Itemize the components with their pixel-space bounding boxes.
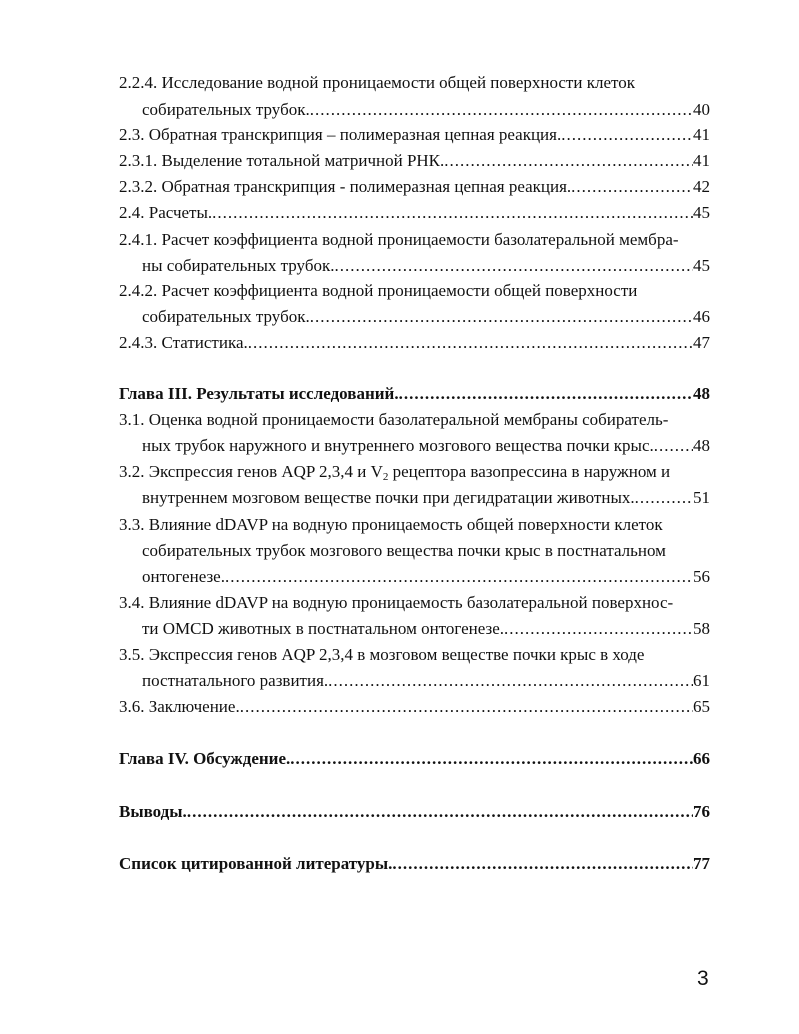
toc-page-number: 46	[693, 307, 710, 326]
toc-leader-line	[119, 694, 710, 720]
toc-entry-2-3-2	[0, 174, 799, 200]
toc-entry-text	[119, 459, 670, 485]
toc-page-number: 47	[693, 333, 710, 352]
toc-entry-2-4-1-continuation	[0, 253, 799, 279]
toc-entry-text: 2.3.1. Выделение тотальной матричной РНК.	[119, 151, 445, 170]
subscript: 2	[382, 471, 389, 483]
toc-entry-text: 3.1. Оценка водной проницаемости базолатеральной мембраны собиратель-	[119, 410, 669, 429]
toc-entry-text: Список цитированной литературы.	[119, 854, 393, 873]
toc-leader-line	[119, 799, 710, 825]
dot-leader	[654, 433, 693, 459]
toc-entry-text-part: 3.2. Экспрессия генов AQP 2,3,4 и V	[119, 462, 383, 481]
toc-entry-3-1	[0, 407, 799, 433]
toc-leader-line	[119, 381, 710, 407]
dot-leader	[444, 148, 693, 174]
toc-entry-2-4-3	[0, 330, 799, 356]
dot-leader	[290, 746, 693, 772]
toc-entry-text: ны собирательных трубок.	[142, 256, 335, 275]
dot-leader	[240, 694, 693, 720]
toc-leader-line	[142, 97, 710, 123]
toc-entry-2-4-1	[0, 227, 799, 253]
toc-page-number: 45	[693, 203, 710, 222]
dot-leader	[187, 799, 693, 825]
toc-leader-line	[119, 148, 710, 174]
toc-page-number: 42	[693, 177, 710, 196]
toc-entry-text: онтогенезе.	[142, 567, 225, 586]
toc-leader-line	[142, 668, 710, 694]
toc-page-number: 58	[693, 619, 710, 638]
toc-entry-text: 2.4.1. Расчет коэффициента водной проницаемости базолатеральной мембра-	[119, 230, 679, 249]
dot-leader	[335, 253, 694, 279]
toc-entry-text: Глава III. Результаты исследований.	[119, 384, 399, 403]
toc-entry-2-3-1	[0, 148, 799, 174]
toc-entry-text: ных трубок наружного и внутреннего мозгового вещества почки крыс.	[142, 436, 654, 455]
toc-entry-3-3-continuation	[0, 538, 799, 564]
toc-entry-text: ти OMCD животных в постнатальном онтогенезе.	[142, 619, 505, 638]
dot-leader	[561, 122, 693, 148]
dot-leader	[399, 381, 693, 407]
toc-page-number: 48	[693, 384, 710, 403]
toc-entry-2-4	[0, 200, 799, 226]
toc-leader-line	[119, 122, 710, 148]
toc-entry-2-3	[0, 122, 799, 148]
toc-entry-text: 2.2.4. Исследование водной проницаемости общей поверхности клеток	[119, 73, 635, 92]
toc-entry-3-1-continuation	[0, 433, 799, 459]
toc-leader-line	[142, 485, 710, 511]
toc-leader-line	[119, 746, 710, 772]
toc-entry-3-2-continuation	[0, 485, 799, 511]
dot-leader	[212, 200, 693, 226]
toc-entry-text: 3.4. Влияние dDAVP на водную проницаемость базолатеральной поверхнос-	[119, 593, 674, 612]
toc-entry-3-3	[0, 512, 799, 538]
dot-leader	[504, 616, 693, 642]
toc-chapter-4	[0, 746, 799, 772]
toc-entry-3-4-continuation	[0, 616, 799, 642]
toc-entry-text: 2.3. Обратная транскрипция – полимеразная цепная реакция.	[119, 125, 562, 144]
dot-leader	[328, 668, 693, 694]
dot-leader	[310, 304, 693, 330]
toc-page-number: 40	[693, 100, 710, 119]
toc-entry-text: 2.3.2. Обратная транскрипция - полимеразная цепная реакция.	[119, 177, 572, 196]
toc-page-number: 41	[693, 125, 710, 144]
toc-entry-2-2-4	[0, 70, 799, 96]
toc-page-number: 51	[693, 488, 710, 507]
toc-entry-3-3-continuation	[0, 564, 799, 590]
toc-page-number: 76	[693, 802, 710, 821]
dot-leader	[635, 485, 693, 511]
toc-leader-line	[119, 174, 710, 200]
toc-entry-text: собирательных трубок мозгового вещества почки крыс в постнатальном	[142, 541, 666, 560]
toc-page-number: 77	[693, 854, 710, 873]
dot-leader	[310, 97, 693, 123]
toc-leader-line	[119, 851, 710, 877]
toc-leader-line	[119, 330, 710, 356]
toc-entry-3-4	[0, 590, 799, 616]
toc-conclusions	[0, 799, 799, 825]
toc-leader-line	[142, 253, 710, 279]
toc-leader-line	[119, 200, 710, 226]
toc-leader-line	[142, 564, 710, 590]
toc-entry-text: внутреннем мозговом веществе почки при дегидратации животных.	[142, 488, 635, 507]
toc-page-number: 48	[693, 436, 710, 455]
toc-entry-2-4-2	[0, 278, 799, 304]
toc-entry-text: собирательных трубок.	[142, 307, 310, 326]
dot-leader	[392, 851, 693, 877]
toc-entry-text: 3.5. Экспрессия генов AQP 2,3,4 в мозговом веществе почки крыс в ходе	[119, 645, 645, 664]
toc-entry-text-part: рецептора вазопрессина в наружном и	[388, 462, 671, 481]
dot-leader	[225, 564, 693, 590]
toc-entry-text: Глава IV. Обсуждение.	[119, 749, 291, 768]
toc-leader-line	[142, 616, 710, 642]
toc-page-number: 66	[693, 749, 710, 768]
toc-page-number: 56	[693, 567, 710, 586]
toc-entry-2-2-4-continuation	[0, 97, 799, 123]
toc-entry-text: собирательных трубок.	[142, 100, 310, 119]
toc-page-number: 45	[693, 256, 710, 275]
toc-entry-text: 2.4.3. Статистика.	[119, 333, 248, 352]
toc-entry-3-5-continuation	[0, 668, 799, 694]
toc-chapter-3	[0, 381, 799, 407]
toc-leader-line	[142, 433, 710, 459]
dot-leader	[571, 174, 693, 200]
toc-entry-text: 2.4. Расчеты.	[119, 203, 213, 222]
dot-leader	[248, 330, 693, 356]
toc-entry-text: постнатального развития.	[142, 671, 329, 690]
toc-entry-3-2	[0, 459, 799, 485]
toc-page-number: 41	[693, 151, 710, 170]
toc-page-number: 65	[693, 697, 710, 716]
toc-entry-text: 3.6. Заключение.	[119, 697, 240, 716]
toc-entry-text: 3.3. Влияние dDAVP на водную проницаемость общей поверхности клеток	[119, 515, 663, 534]
toc-entry-3-6	[0, 694, 799, 720]
toc-entry-2-4-2-continuation	[0, 304, 799, 330]
toc-page-number: 61	[693, 671, 710, 690]
toc-entry-text: 2.4.2. Расчет коэффициента водной проницаемости общей поверхности	[119, 281, 638, 300]
toc-references	[0, 851, 799, 877]
toc-entry-3-5	[0, 642, 799, 668]
page-number: 3	[697, 967, 709, 990]
toc-leader-line	[142, 304, 710, 330]
toc-entry-text: Выводы.	[119, 802, 187, 821]
